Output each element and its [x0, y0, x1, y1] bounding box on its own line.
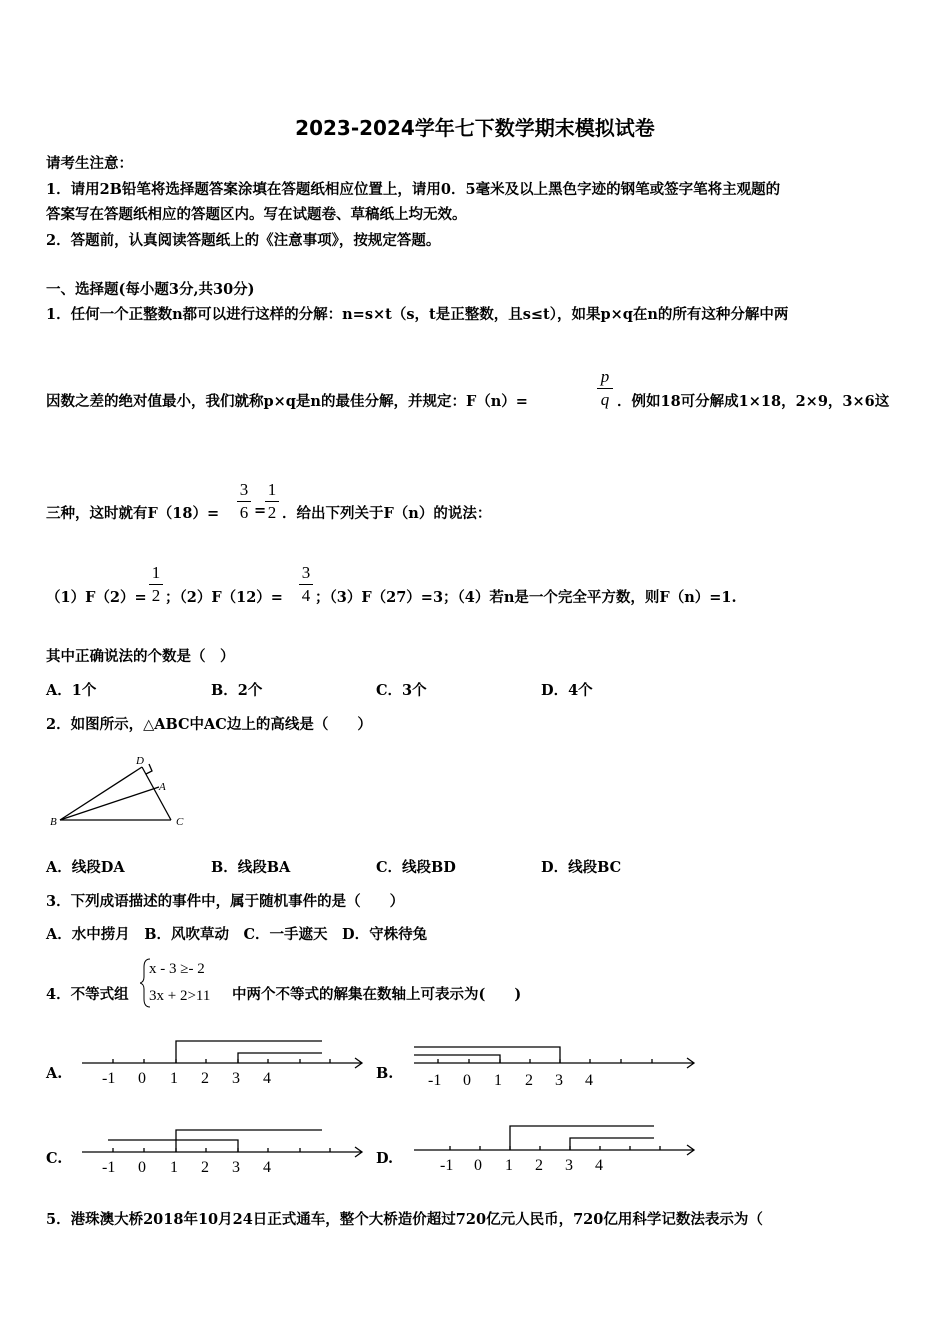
- label-d: D: [136, 755, 144, 767]
- q1-fraction-1-2: [265, 481, 279, 522]
- tick-label: 2: [535, 1157, 543, 1174]
- q1-line-3a: 三种，这时就有F（18）=: [46, 505, 220, 522]
- tick-label: 0: [463, 1072, 471, 1089]
- triangle-figure: [44, 750, 194, 832]
- q1-ask: 其中正确说法的个数是（ ）: [46, 648, 235, 665]
- q1-line-2b: ．例如18可分解成1×18，2×9，3×6这: [617, 393, 890, 410]
- tick-label: 4: [263, 1159, 271, 1176]
- segment-ba: [60, 787, 159, 820]
- label-a: A: [159, 781, 166, 793]
- q1-option-a[interactable]: A．1个: [46, 682, 97, 699]
- q1-line-1: 1．任何一个正整数n都可以进行这样的分解：n=s×t（s，t是正整数，且s≤t），如果p×q在n的所有这种分解中两: [46, 306, 789, 323]
- tick-label: 3: [555, 1072, 563, 1089]
- notice-line-2: 2．答题前，认真阅读答题纸上的《注意事项》，按规定答题。: [46, 232, 441, 249]
- q2-option-a[interactable]: A．线段DA: [46, 859, 125, 876]
- q4-option-d-letter[interactable]: D.: [376, 1150, 394, 1167]
- tick-label: 1: [505, 1157, 513, 1174]
- q1-fraction-s1: [149, 564, 163, 605]
- page-title: 2023-2024学年七下数学期末模拟试卷: [295, 116, 655, 140]
- number-line-c[interactable]: [80, 1120, 370, 1180]
- tick-label: 0: [474, 1157, 482, 1174]
- tick-label: 3: [565, 1157, 573, 1174]
- section-heading: 一、选择题(每小题3分,共30分): [46, 281, 255, 298]
- q1-option-b[interactable]: B．2个: [211, 682, 263, 699]
- q1-fraction-s2: [299, 564, 313, 605]
- tick-label: -1: [102, 1159, 116, 1176]
- numerator: 3: [239, 480, 249, 499]
- numerator: 3: [301, 563, 311, 582]
- notice-line-1a: 1．请用2B铅笔将选择题答案涂填在答题纸相应位置上，请用0．5毫米及以上黑色字迹的钢笔或签字笔将主观题的: [46, 181, 781, 198]
- q1-option-c[interactable]: C．3个: [376, 682, 427, 699]
- tick-label: 4: [595, 1157, 603, 1174]
- tick-label: 0: [138, 1159, 146, 1176]
- tick-label: 4: [263, 1070, 271, 1087]
- denominator: q: [600, 390, 610, 409]
- q1-option-d[interactable]: D．4个: [541, 682, 593, 699]
- tick-label: 3: [232, 1159, 240, 1176]
- denominator: 4: [301, 586, 311, 605]
- q2-option-d[interactable]: D．线段BC: [541, 859, 622, 876]
- label-b: B: [50, 816, 57, 828]
- q4-option-c-letter[interactable]: C.: [46, 1150, 63, 1167]
- q2-option-c[interactable]: C．线段BD: [376, 859, 456, 876]
- q1-statement-3-4: ；（3）F（27）=3；（4）若n是一个完全平方数，则F（n）=1.: [315, 589, 737, 606]
- tick-label: 4: [585, 1072, 593, 1089]
- tick-label: 1: [170, 1070, 178, 1087]
- inequality-2: 3x + 2>11: [149, 988, 211, 1004]
- q4-option-b-letter[interactable]: B.: [376, 1065, 394, 1082]
- tick-label: -1: [428, 1072, 442, 1089]
- tick-label: 3: [232, 1070, 240, 1087]
- number-line-a[interactable]: [80, 1035, 370, 1095]
- equals-sign: =: [254, 502, 267, 519]
- number-line-d[interactable]: [412, 1118, 702, 1178]
- q1-line-2a: 因数之差的绝对值最小，我们就称p×q是n的最佳分解，并规定：F（n）=: [46, 393, 528, 410]
- ray-x-le-3: [108, 1140, 238, 1152]
- tick-label: 0: [138, 1070, 146, 1087]
- q1-fraction-3-6: [237, 481, 251, 522]
- segment-dc: [142, 767, 171, 820]
- tick-label: -1: [102, 1070, 116, 1087]
- q5-stem: 5．港珠澳大桥2018年10月24日正式通车，整个大桥造价超过720亿元人民币，720亿用科学记数法表示为（: [46, 1211, 763, 1228]
- tick-label: 2: [201, 1159, 209, 1176]
- tick-label: 2: [525, 1072, 533, 1089]
- q3-options[interactable]: A．水中捞月 B．风吹草动 C．一手遮天 D．守株待兔: [46, 926, 428, 943]
- numerator: 1: [267, 480, 277, 499]
- inequality-1: x - 3 ≥- 2: [149, 961, 205, 977]
- segment-bd: [60, 767, 142, 820]
- q3-stem: 3．下列成语描述的事件中，属于随机事件的是（ ）: [46, 893, 405, 910]
- notice-line-1b: 答案写在答题纸相应的答题区内。写在试题卷、草稿纸上均无效。: [46, 206, 467, 223]
- numerator: p: [600, 367, 610, 386]
- tick-label: 2: [201, 1070, 209, 1087]
- q1-line-3b: ．给出下列关于F（n）的说法：: [282, 505, 492, 522]
- q1-fraction-pq: [597, 368, 613, 409]
- denominator: 2: [267, 503, 277, 522]
- q1-statement-2: ；（2）F（12）=: [165, 589, 283, 606]
- tick-label: 1: [170, 1159, 178, 1176]
- ray-x-gt-3: [238, 1053, 322, 1063]
- ray-x-gt-3: [570, 1138, 654, 1150]
- tick-label: 1: [494, 1072, 502, 1089]
- q2-stem: 2．如图所示，△ABC中AC边上的高线是（ ）: [46, 716, 372, 733]
- tick-label: -1: [440, 1157, 454, 1174]
- label-c: C: [176, 816, 184, 828]
- denominator: 6: [239, 503, 249, 522]
- numerator: 1: [151, 563, 161, 582]
- q4-suffix: 中两个不等式的解集在数轴上可表示为( ): [232, 986, 522, 1003]
- q4-option-a-letter[interactable]: A.: [46, 1065, 63, 1082]
- ray-x-lt-1: [414, 1055, 500, 1063]
- q1-statement-1: （1）F（2）=: [46, 589, 147, 606]
- q2-option-b[interactable]: B．线段BA: [211, 859, 291, 876]
- notice-heading: 请考生注意：: [46, 155, 133, 172]
- number-line-b[interactable]: [412, 1035, 702, 1095]
- denominator: 2: [151, 586, 161, 605]
- q4-prefix: 4．不等式组: [46, 986, 129, 1003]
- inequality-system: [140, 955, 235, 1011]
- right-angle-mark: [146, 764, 152, 774]
